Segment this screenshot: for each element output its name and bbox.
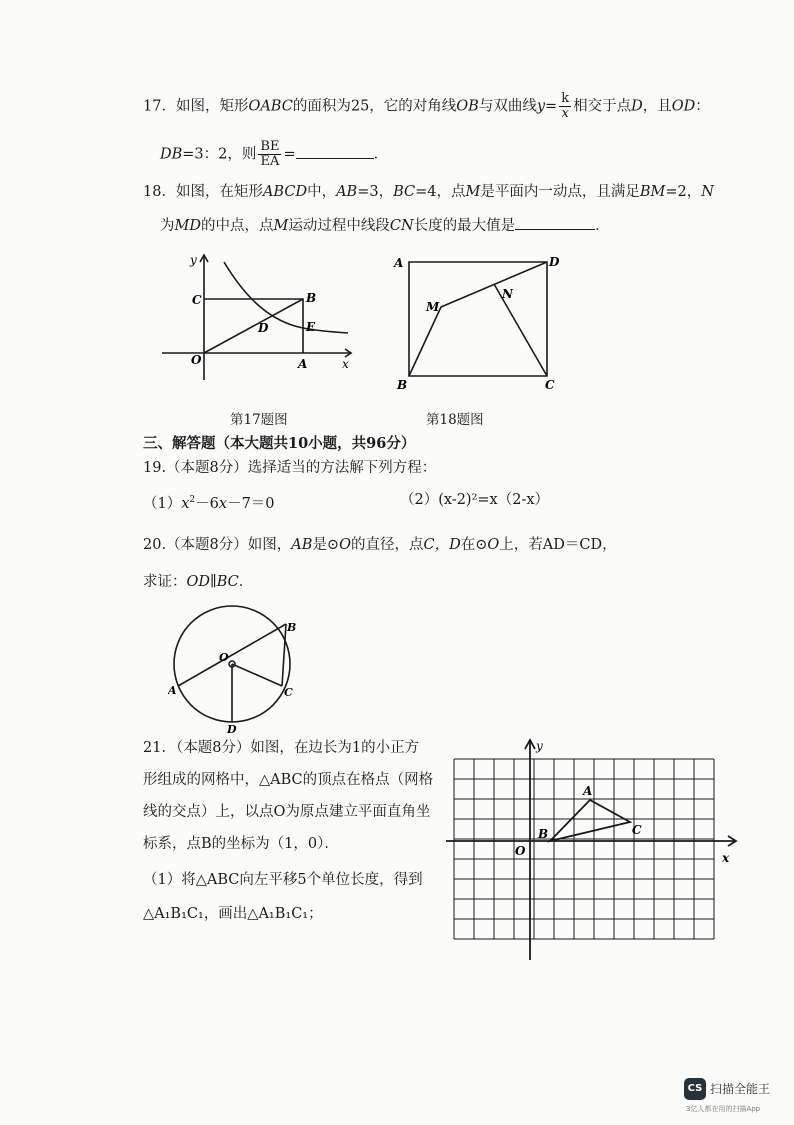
label-b: B xyxy=(287,621,297,634)
label-o: O xyxy=(219,651,229,664)
label-b: B xyxy=(306,291,317,305)
label-n: N xyxy=(502,287,513,301)
figure-20 xyxy=(168,602,303,734)
q20-line1: 20.（本题8分）如图，AB是⊙O的直径，点C，D在⊙O上，若AD＝CD， xyxy=(143,537,617,553)
q19-title: 19.（本题8分）选择适当的方法解下列方程： xyxy=(143,460,437,476)
watermark-name: 扫描全能王 xyxy=(710,1082,771,1096)
triangle-abc xyxy=(550,800,630,841)
label-o: O xyxy=(515,844,526,858)
hyperbola-curve xyxy=(224,262,348,333)
camscanner-logo: CS xyxy=(684,1078,706,1100)
q17-answer-blank xyxy=(296,158,374,159)
q21-line1: 21．（本题8分）如图，在边长为1的小正方 xyxy=(143,740,420,756)
q21-line3: 线的交点）上，以点O为原点建立平面直角坐 xyxy=(143,804,431,820)
label-m: M xyxy=(426,300,440,314)
label-o: O xyxy=(191,353,202,367)
q19-part1: $(1)x^2-6x-7=0$ xyxy=(143,495,275,512)
segment-oc xyxy=(232,664,282,686)
rectangle-abcd xyxy=(409,262,547,376)
q17-line2: DB=3：2，则 $\frac{BE}{EA}$ = ． xyxy=(160,139,389,169)
watermark-sub: 3亿人都在用的扫描App xyxy=(686,1105,761,1113)
section-3-heading: 三、解答题（本大题共10小题，共96分） xyxy=(143,435,416,452)
label-b: B xyxy=(538,827,549,841)
q21-line5: （1）将△ABC向左平移5个单位长度，得到 xyxy=(143,872,423,888)
chord-bc xyxy=(282,624,286,686)
label-x: x xyxy=(722,851,730,865)
label-a: A xyxy=(298,357,308,371)
label-y: y xyxy=(536,739,543,753)
q19-part2: （2）(x-2)²=x（2-x） xyxy=(400,492,550,508)
label-e: E xyxy=(306,320,316,334)
q21-line4: 标系，点B的坐标为（1，0）． xyxy=(143,836,339,852)
label-d: D xyxy=(549,255,560,269)
label-d: D xyxy=(227,723,237,734)
label-c: C xyxy=(284,686,293,699)
q17-line1: 17．如图，矩形OABC的面积为25，它的对角线OB与双曲线y= $\frac{k}{x}$ 相交于点D，且OD： xyxy=(143,91,710,121)
q21-line2: 形组成的网格中，△ABC的顶点在格点（网格 xyxy=(143,772,434,788)
label-y: y xyxy=(190,253,197,267)
figure-21-grid xyxy=(446,736,746,964)
q17-fraction-k-over-x: $\frac{k}{x}$ xyxy=(561,91,570,121)
label-c: C xyxy=(545,378,555,392)
label-d: D xyxy=(258,321,269,335)
label-c: C xyxy=(632,823,642,837)
q20-prove: 求证：OD∥BC． xyxy=(143,574,254,590)
q17-fraction-be-over-ea: $\frac{BE}{EA}$ xyxy=(260,139,280,169)
figure-17 xyxy=(158,250,358,385)
label-a: A xyxy=(583,784,593,798)
diagonal-ob xyxy=(204,299,303,353)
label-x: x xyxy=(342,357,349,371)
q18-answer-blank xyxy=(515,229,595,230)
q18-line2: 为MD的中点，点M运动过程中线段CN长度的最大值是 ． xyxy=(160,218,610,234)
q21-line6: △A₁B₁C₁，画出△A₁B₁C₁； xyxy=(143,906,323,922)
label-b: B xyxy=(397,378,408,392)
label-a: A xyxy=(394,256,404,270)
figure-18-caption: 第18题图 xyxy=(426,412,484,428)
figure-18 xyxy=(388,250,563,395)
figure-17-caption: 第17题图 xyxy=(230,412,288,428)
label-a: A xyxy=(168,684,177,697)
q18-line1: 18．如图，在矩形ABCD中，AB=3，BC=4，点M是平面内一动点，且满足BM=2，N xyxy=(143,184,714,200)
label-c: C xyxy=(192,293,202,307)
path-b-m-d xyxy=(409,262,547,376)
